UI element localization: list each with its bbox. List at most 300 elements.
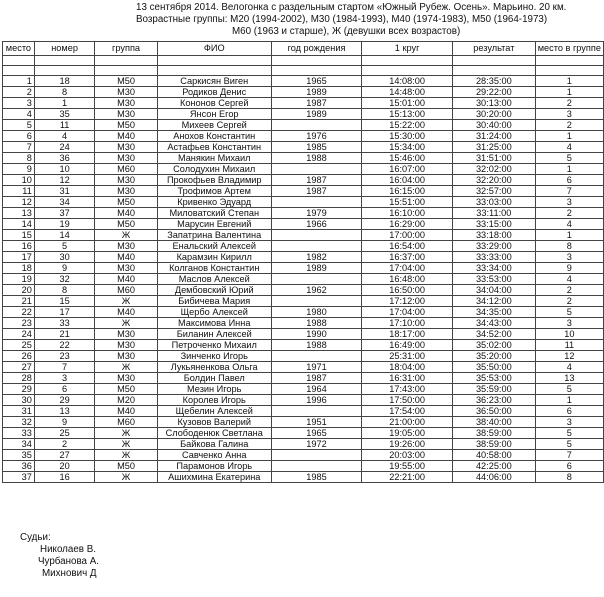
number-cell: 35 <box>34 109 94 120</box>
lap1-cell: 15:22:00 <box>362 120 453 131</box>
group-cell: Ж <box>95 428 157 439</box>
number-cell: 37 <box>34 208 94 219</box>
number-cell: 15 <box>34 296 94 307</box>
table-row <box>3 318 604 329</box>
lap1-cell: 16:07:00 <box>362 164 453 175</box>
birth-year-cell: 1987 <box>271 373 362 384</box>
name-cell: Янсон Егор <box>157 109 271 120</box>
result-cell: 34:52:00 <box>452 329 535 340</box>
lap1-cell: 16:48:00 <box>362 274 453 285</box>
group-cell: М50 <box>95 384 157 395</box>
place-cell: 1 <box>3 76 35 87</box>
place-cell: 15 <box>3 230 35 241</box>
col-header: место в группе <box>535 42 603 56</box>
birth-year-cell <box>271 164 362 175</box>
place-cell: 2 <box>3 87 35 98</box>
place-cell: 11 <box>3 186 35 197</box>
name-cell: Кузовов Валерий <box>157 417 271 428</box>
group-cell: М40 <box>95 274 157 285</box>
table-row <box>3 263 604 274</box>
place-cell: 30 <box>3 395 35 406</box>
group-place-cell: 1 <box>535 395 603 406</box>
col-header: место <box>3 42 35 56</box>
name-cell: Манякин Михаил <box>157 153 271 164</box>
table-row <box>3 285 604 296</box>
result-cell: 31:24:00 <box>452 131 535 142</box>
birth-year-cell <box>271 351 362 362</box>
name-cell: Солодухин Михаил <box>157 164 271 175</box>
group-place-cell: 9 <box>535 263 603 274</box>
lap1-cell: 17:10:00 <box>362 318 453 329</box>
lap1-cell: 16:54:00 <box>362 241 453 252</box>
name-cell: Астафьев Константин <box>157 142 271 153</box>
lap1-cell: 16:15:00 <box>362 186 453 197</box>
birth-year-cell <box>271 296 362 307</box>
place-cell: 10 <box>3 175 35 186</box>
birth-year-cell: 1990 <box>271 329 362 340</box>
place-cell: 31 <box>3 406 35 417</box>
group-place-cell: 5 <box>535 384 603 395</box>
lap1-cell: 17:43:00 <box>362 384 453 395</box>
spacer-row <box>3 56 604 66</box>
place-cell: 22 <box>3 307 35 318</box>
result-cell: 35:02:00 <box>452 340 535 351</box>
result-cell: 34:04:00 <box>452 285 535 296</box>
name-cell: Прокофьев Владимир <box>157 175 271 186</box>
table-row <box>3 428 604 439</box>
table-row <box>3 186 604 197</box>
judge-name: Чурбанова А. <box>38 556 99 567</box>
group-place-cell: 3 <box>535 417 603 428</box>
name-cell: Савченко Анна <box>157 450 271 461</box>
number-cell: 9 <box>34 417 94 428</box>
group-cell: М30 <box>95 186 157 197</box>
result-cell: 28:35:00 <box>452 76 535 87</box>
name-cell: Максимова Инна <box>157 318 271 329</box>
place-cell: 13 <box>3 208 35 219</box>
table-header-row <box>3 42 604 56</box>
name-cell: Енальский Алексей <box>157 241 271 252</box>
result-cell: 33:18:00 <box>452 230 535 241</box>
result-cell: 35:50:00 <box>452 362 535 373</box>
table-row <box>3 164 604 175</box>
group-cell: М50 <box>95 76 157 87</box>
result-cell: 36:50:00 <box>452 406 535 417</box>
place-cell: 3 <box>3 98 35 109</box>
lap1-cell: 16:29:00 <box>362 219 453 230</box>
group-place-cell: 12 <box>535 351 603 362</box>
table-row <box>3 351 604 362</box>
name-cell: Мезин Игорь <box>157 384 271 395</box>
number-cell: 27 <box>34 450 94 461</box>
name-cell: Зинченко Игорь <box>157 351 271 362</box>
group-cell: Ж <box>95 450 157 461</box>
place-cell: 35 <box>3 450 35 461</box>
name-cell: Слободенюк Светлана <box>157 428 271 439</box>
result-cell: 44:06:00 <box>452 472 535 483</box>
number-cell: 6 <box>34 384 94 395</box>
birth-year-cell: 1989 <box>271 87 362 98</box>
number-cell: 10 <box>34 164 94 175</box>
number-cell: 8 <box>34 285 94 296</box>
birth-year-cell <box>271 120 362 131</box>
result-cell: 34:12:00 <box>452 296 535 307</box>
number-cell: 18 <box>34 76 94 87</box>
group-cell: М30 <box>95 98 157 109</box>
group-cell: М30 <box>95 241 157 252</box>
table-row <box>3 197 604 208</box>
table-row <box>3 274 604 285</box>
group-cell: М40 <box>95 307 157 318</box>
lap1-cell: 15:51:00 <box>362 197 453 208</box>
table-row <box>3 252 604 263</box>
table-row <box>3 450 604 461</box>
lap1-cell: 17:04:00 <box>362 307 453 318</box>
result-cell: 30:13:00 <box>452 98 535 109</box>
group-place-cell: 4 <box>535 274 603 285</box>
result-cell: 38:40:00 <box>452 417 535 428</box>
place-cell: 18 <box>3 263 35 274</box>
number-cell: 14 <box>34 230 94 241</box>
result-cell: 36:23:00 <box>452 395 535 406</box>
birth-year-cell: 1971 <box>271 362 362 373</box>
age-groups-line: Возрастные группы: М20 (1994-2002), М30 (1984-1993), М40 (1974-1983), М50 (1964-1973) <box>136 14 548 25</box>
number-cell: 8 <box>34 87 94 98</box>
group-place-cell: 3 <box>535 109 603 120</box>
name-cell: Лукьяненкова Ольга <box>157 362 271 373</box>
result-cell: 35:20:00 <box>452 351 535 362</box>
place-cell: 27 <box>3 362 35 373</box>
birth-year-cell: 1988 <box>271 318 362 329</box>
place-cell: 19 <box>3 274 35 285</box>
result-cell: 33:33:00 <box>452 252 535 263</box>
group-cell: Ж <box>95 472 157 483</box>
table-row <box>3 153 604 164</box>
number-cell: 34 <box>34 197 94 208</box>
lap1-cell: 16:49:00 <box>362 340 453 351</box>
name-cell: Анохов Константин <box>157 131 271 142</box>
group-cell: М50 <box>95 219 157 230</box>
name-cell: Парамонов Игорь <box>157 461 271 472</box>
lap1-cell: 17:12:00 <box>362 296 453 307</box>
group-cell: М60 <box>95 417 157 428</box>
group-place-cell: 6 <box>535 175 603 186</box>
judges-title: Судьи: <box>20 532 51 543</box>
group-place-cell: 3 <box>535 197 603 208</box>
result-cell: 33:11:00 <box>452 208 535 219</box>
result-cell: 33:29:00 <box>452 241 535 252</box>
table-row <box>3 340 604 351</box>
birth-year-cell: 1989 <box>271 263 362 274</box>
birth-year-cell <box>271 197 362 208</box>
table-row <box>3 296 604 307</box>
birth-year-cell: 1988 <box>271 153 362 164</box>
group-cell: Ж <box>95 296 157 307</box>
col-header: результат <box>452 42 535 56</box>
number-cell: 25 <box>34 428 94 439</box>
result-cell: 35:59:00 <box>452 384 535 395</box>
lap1-cell: 19:05:00 <box>362 428 453 439</box>
birth-year-cell: 1987 <box>271 98 362 109</box>
result-cell: 31:25:00 <box>452 142 535 153</box>
place-cell: 8 <box>3 153 35 164</box>
lap1-cell: 17:54:00 <box>362 406 453 417</box>
col-header: ФИО <box>157 42 271 56</box>
birth-year-cell <box>271 230 362 241</box>
group-place-cell: 6 <box>535 461 603 472</box>
name-cell: Карамзин Кирилл <box>157 252 271 263</box>
name-cell: Саркисян Виген <box>157 76 271 87</box>
name-cell: Биланин Алексей <box>157 329 271 340</box>
lap1-cell: 15:13:00 <box>362 109 453 120</box>
lap1-cell: 15:01:00 <box>362 98 453 109</box>
number-cell: 11 <box>34 120 94 131</box>
judges-block <box>20 532 99 580</box>
birth-year-cell: 1987 <box>271 186 362 197</box>
group-place-cell: 4 <box>535 142 603 153</box>
place-cell: 20 <box>3 285 35 296</box>
number-cell: 30 <box>34 252 94 263</box>
group-cell: Ж <box>95 362 157 373</box>
place-cell: 17 <box>3 252 35 263</box>
result-cell: 33:15:00 <box>452 219 535 230</box>
place-cell: 26 <box>3 351 35 362</box>
title-line: 13 сентября 2014. Велогонка с раздельным стартом «Южный Рубеж. Осень». Марьино. 20 км. <box>136 2 567 13</box>
group-cell: М30 <box>95 142 157 153</box>
number-cell: 36 <box>34 153 94 164</box>
birth-year-cell: 1987 <box>271 175 362 186</box>
birth-year-cell: 1964 <box>271 384 362 395</box>
group-place-cell: 4 <box>535 362 603 373</box>
number-cell: 22 <box>34 340 94 351</box>
result-cell: 33:03:00 <box>452 197 535 208</box>
number-cell: 24 <box>34 142 94 153</box>
lap1-cell: 25:31:00 <box>362 351 453 362</box>
place-cell: 37 <box>3 472 35 483</box>
table-row <box>3 120 604 131</box>
table-row <box>3 131 604 142</box>
group-cell: Ж <box>95 318 157 329</box>
name-cell: Щербо Алексей <box>157 307 271 318</box>
result-cell: 38:59:00 <box>452 439 535 450</box>
group-place-cell: 1 <box>535 230 603 241</box>
place-cell: 7 <box>3 142 35 153</box>
birth-year-cell <box>271 406 362 417</box>
lap1-cell: 15:46:00 <box>362 153 453 164</box>
judge-name: Николаев В. <box>40 544 96 555</box>
group-cell: Ж <box>95 439 157 450</box>
group-place-cell: 1 <box>535 131 603 142</box>
group-cell: М50 <box>95 197 157 208</box>
result-cell: 33:53:00 <box>452 274 535 285</box>
table-row <box>3 142 604 153</box>
lap1-cell: 16:04:00 <box>362 175 453 186</box>
name-cell: Марусин Евгений <box>157 219 271 230</box>
table-row <box>3 439 604 450</box>
group-cell: М30 <box>95 340 157 351</box>
birth-year-cell: 1976 <box>271 131 362 142</box>
group-cell: М30 <box>95 351 157 362</box>
table-row <box>3 76 604 87</box>
group-cell: М30 <box>95 153 157 164</box>
name-cell: Байкова Галина <box>157 439 271 450</box>
table-row <box>3 230 604 241</box>
group-place-cell: 1 <box>535 164 603 175</box>
result-cell: 29:22:00 <box>452 87 535 98</box>
lap1-cell: 22:21:00 <box>362 472 453 483</box>
birth-year-cell: 1985 <box>271 472 362 483</box>
results-table <box>2 41 604 483</box>
number-cell: 4 <box>34 131 94 142</box>
birth-year-cell: 1989 <box>271 109 362 120</box>
group-cell: М30 <box>95 263 157 274</box>
number-cell: 19 <box>34 219 94 230</box>
group-cell: М30 <box>95 109 157 120</box>
table-row <box>3 362 604 373</box>
lap1-cell: 16:31:00 <box>362 373 453 384</box>
group-cell: М20 <box>95 395 157 406</box>
name-cell: Родиков Денис <box>157 87 271 98</box>
result-cell: 30:20:00 <box>452 109 535 120</box>
lap1-cell: 19:55:00 <box>362 461 453 472</box>
place-cell: 12 <box>3 197 35 208</box>
table-row <box>3 472 604 483</box>
number-cell: 1 <box>34 98 94 109</box>
group-cell: М40 <box>95 406 157 417</box>
result-cell: 31:51:00 <box>452 153 535 164</box>
name-cell: Маслов Алексей <box>157 274 271 285</box>
lap1-cell: 18:04:00 <box>362 362 453 373</box>
number-cell: 2 <box>34 439 94 450</box>
birth-year-cell <box>271 274 362 285</box>
table-row <box>3 329 604 340</box>
result-cell: 38:59:00 <box>452 428 535 439</box>
place-cell: 25 <box>3 340 35 351</box>
birth-year-cell: 1965 <box>271 428 362 439</box>
birth-year-cell: 1988 <box>271 340 362 351</box>
birth-year-cell <box>271 450 362 461</box>
name-cell: Бибичева Мария <box>157 296 271 307</box>
place-cell: 28 <box>3 373 35 384</box>
result-cell: 32:02:00 <box>452 164 535 175</box>
name-cell: Болдин Павел <box>157 373 271 384</box>
result-cell: 32:20:00 <box>452 175 535 186</box>
group-cell: М40 <box>95 208 157 219</box>
place-cell: 4 <box>3 109 35 120</box>
number-cell: 3 <box>34 373 94 384</box>
place-cell: 32 <box>3 417 35 428</box>
group-place-cell: 5 <box>535 153 603 164</box>
group-cell: М50 <box>95 120 157 131</box>
place-cell: 14 <box>3 219 35 230</box>
group-place-cell: 7 <box>535 450 603 461</box>
name-cell: Миловатский Степан <box>157 208 271 219</box>
lap1-cell: 15:34:00 <box>362 142 453 153</box>
place-cell: 23 <box>3 318 35 329</box>
group-place-cell: 6 <box>535 406 603 417</box>
table-row <box>3 208 604 219</box>
name-cell: Запатрина Валентина <box>157 230 271 241</box>
table-row <box>3 417 604 428</box>
table-row <box>3 109 604 120</box>
birth-year-cell: 1951 <box>271 417 362 428</box>
group-cell: М30 <box>95 87 157 98</box>
place-cell: 29 <box>3 384 35 395</box>
place-cell: 6 <box>3 131 35 142</box>
lap1-cell: 17:50:00 <box>362 395 453 406</box>
lap1-cell: 16:50:00 <box>362 285 453 296</box>
judge-name: Михнович Д <box>42 568 97 579</box>
number-cell: 7 <box>34 362 94 373</box>
table-row <box>3 461 604 472</box>
table-row <box>3 373 604 384</box>
table-row <box>3 175 604 186</box>
group-cell: М30 <box>95 373 157 384</box>
group-place-cell: 8 <box>535 241 603 252</box>
name-cell: Королев Игорь <box>157 395 271 406</box>
birth-year-cell: 1985 <box>271 142 362 153</box>
name-cell: Петроченко Михаил <box>157 340 271 351</box>
col-header: 1 круг <box>362 42 453 56</box>
name-cell: Михеев Сергей <box>157 120 271 131</box>
number-cell: 9 <box>34 263 94 274</box>
name-cell: Кононов Сергей <box>157 98 271 109</box>
group-cell: Ж <box>95 230 157 241</box>
number-cell: 13 <box>34 406 94 417</box>
place-cell: 5 <box>3 120 35 131</box>
result-cell: 34:43:00 <box>452 318 535 329</box>
place-cell: 16 <box>3 241 35 252</box>
birth-year-cell: 1982 <box>271 252 362 263</box>
lap1-cell: 14:08:00 <box>362 76 453 87</box>
table-row <box>3 395 604 406</box>
lap1-cell: 17:00:00 <box>362 230 453 241</box>
name-cell: Ашихмина Екатерина <box>157 472 271 483</box>
number-cell: 17 <box>34 307 94 318</box>
group-place-cell: 5 <box>535 307 603 318</box>
result-cell: 40:58:00 <box>452 450 535 461</box>
lap1-cell: 14:48:00 <box>362 87 453 98</box>
birth-year-cell: 1979 <box>271 208 362 219</box>
lap1-cell: 17:04:00 <box>362 263 453 274</box>
name-cell: Щебелин Алексей <box>157 406 271 417</box>
lap1-cell: 21:00:00 <box>362 417 453 428</box>
group-place-cell: 1 <box>535 76 603 87</box>
group-place-cell: 8 <box>535 472 603 483</box>
place-cell: 33 <box>3 428 35 439</box>
group-cell: М40 <box>95 252 157 263</box>
col-header: группа <box>95 42 157 56</box>
name-cell: Кривенко Эдуард <box>157 197 271 208</box>
group-place-cell: 2 <box>535 285 603 296</box>
spacer-row <box>3 66 604 76</box>
number-cell: 5 <box>34 241 94 252</box>
place-cell: 24 <box>3 329 35 340</box>
number-cell: 29 <box>34 395 94 406</box>
number-cell: 32 <box>34 274 94 285</box>
group-cell: М30 <box>95 175 157 186</box>
group-cell: М60 <box>95 164 157 175</box>
result-cell: 30:40:00 <box>452 120 535 131</box>
group-place-cell: 2 <box>535 296 603 307</box>
place-cell: 34 <box>3 439 35 450</box>
table-row <box>3 98 604 109</box>
group-place-cell: 11 <box>535 340 603 351</box>
birth-year-cell: 1980 <box>271 307 362 318</box>
lap1-cell: 18:17:00 <box>362 329 453 340</box>
birth-year-cell: 1996 <box>271 395 362 406</box>
table-row <box>3 384 604 395</box>
